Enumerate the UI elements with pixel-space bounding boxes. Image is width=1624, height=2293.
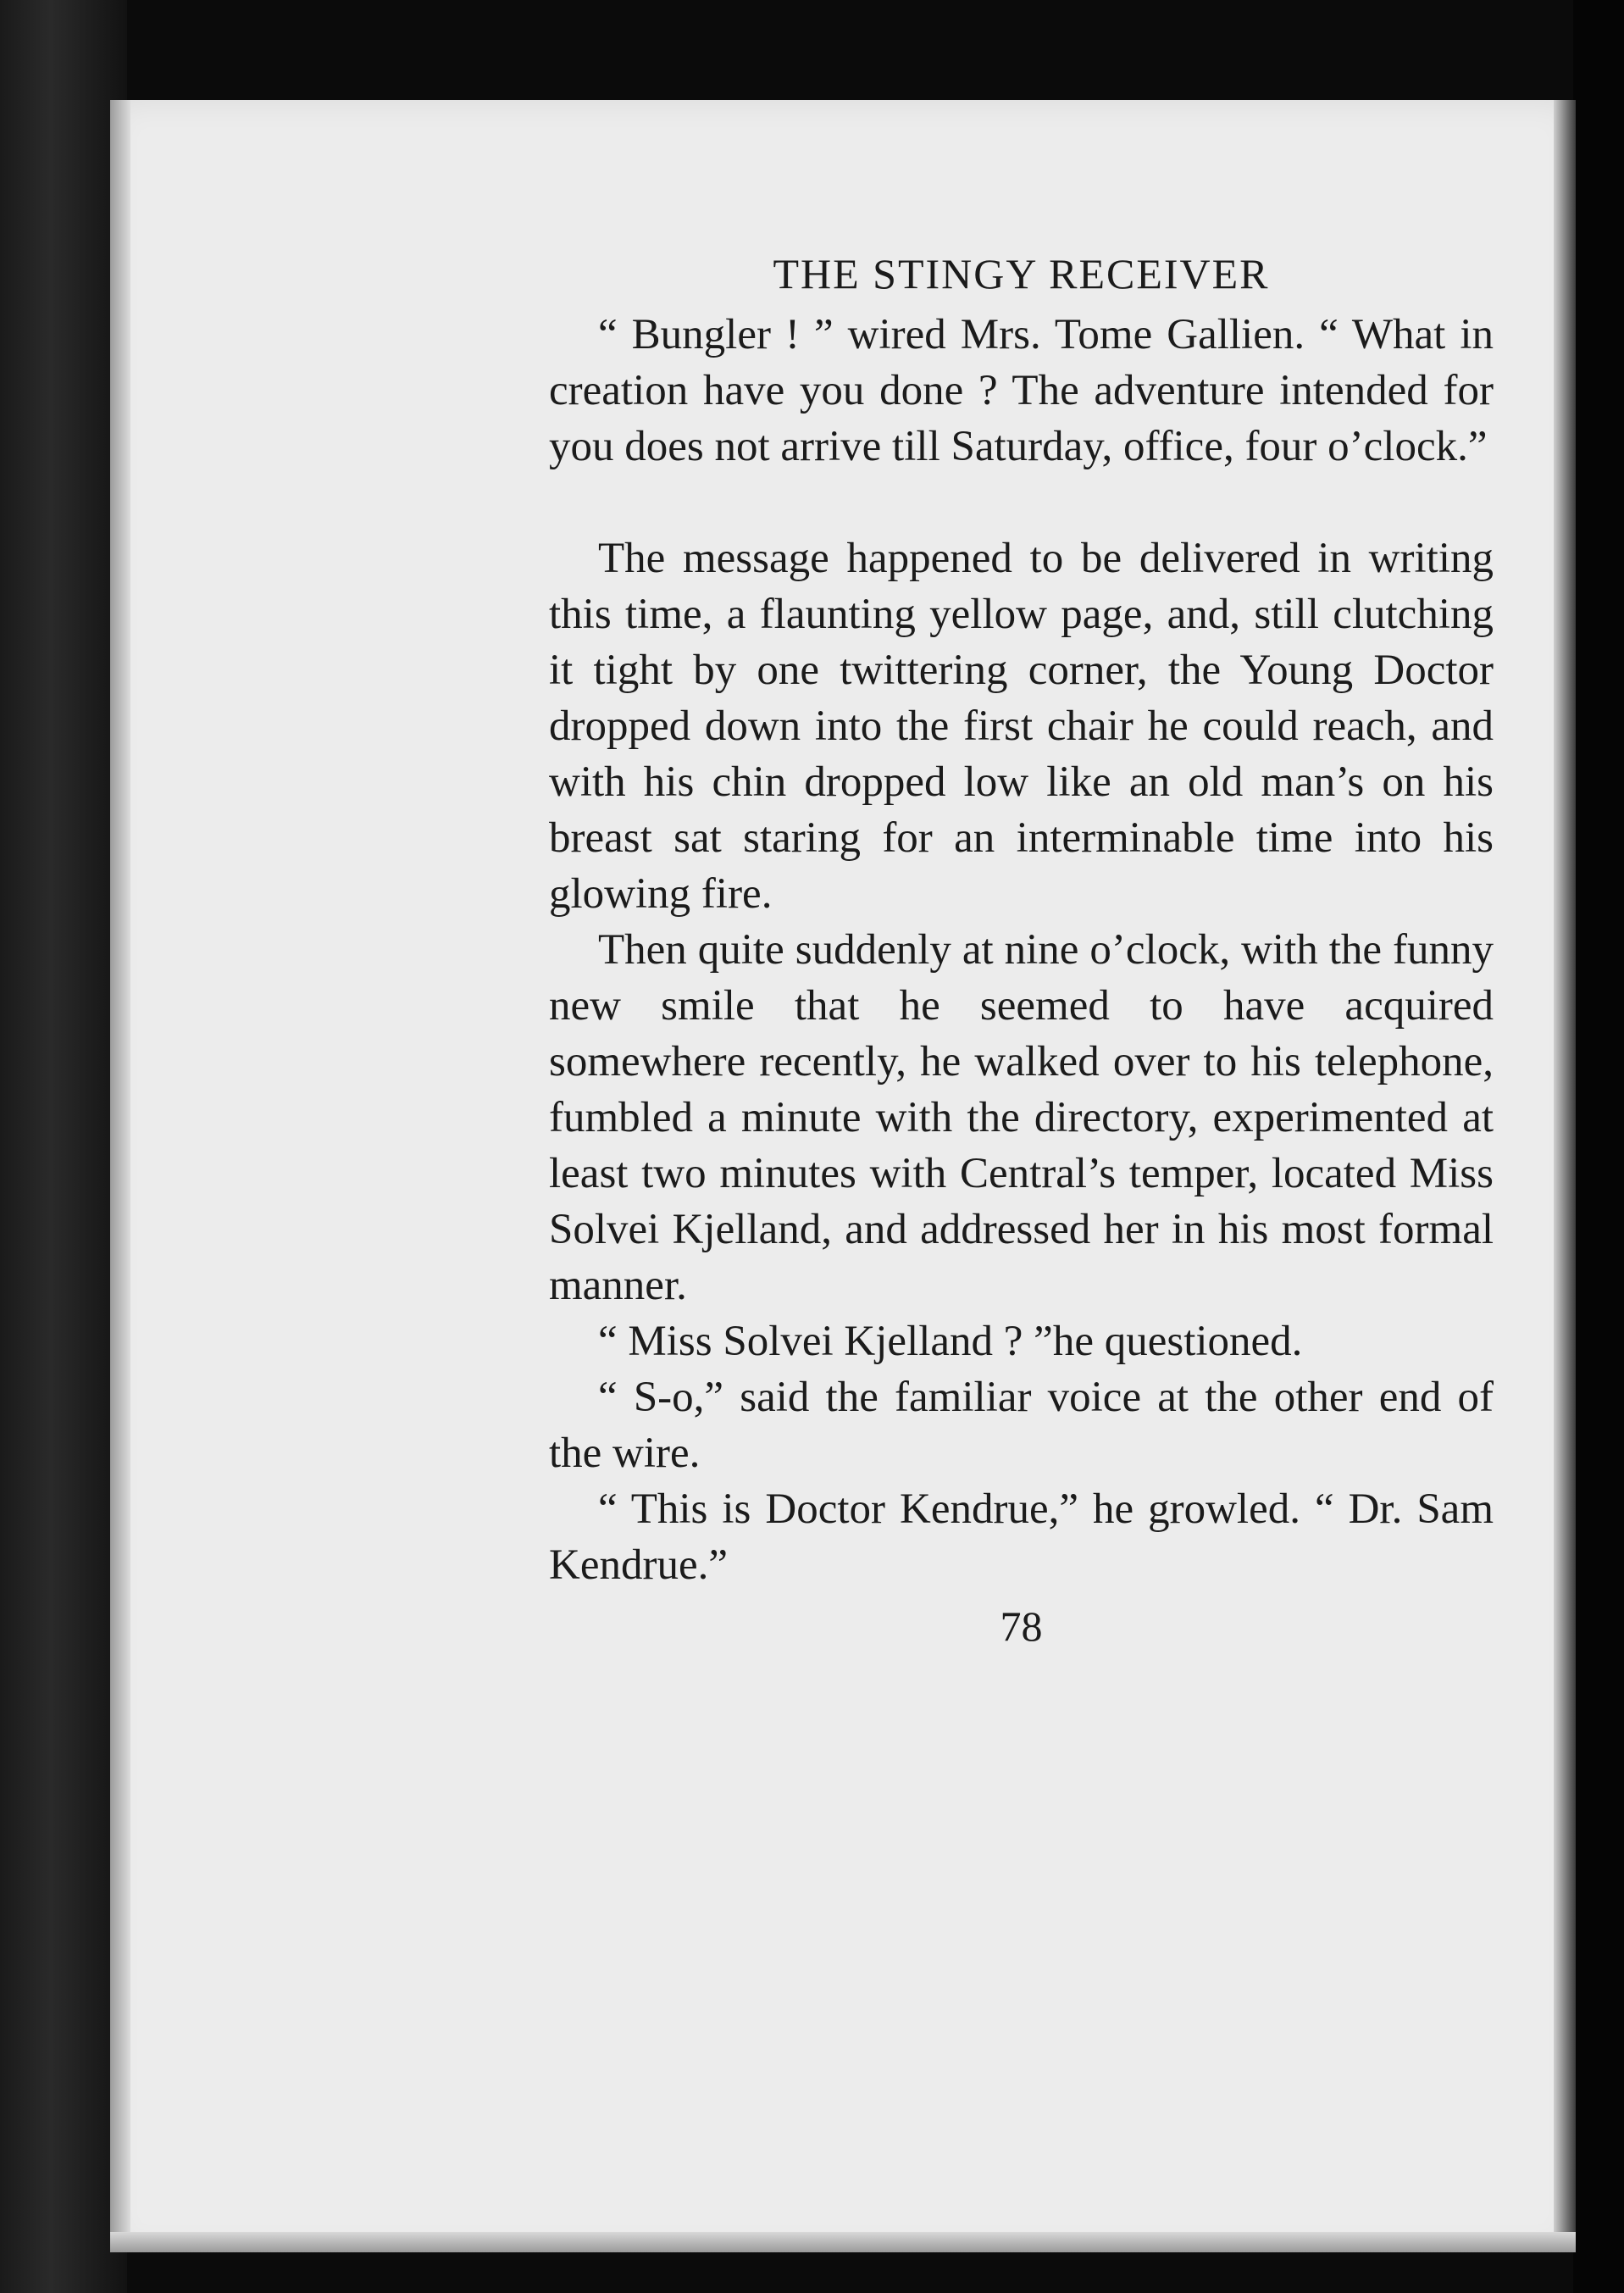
page-edge-left (110, 100, 130, 2252)
scan-background-right (1573, 0, 1624, 2293)
paragraph: “ This is Doctor Kendrue,” he growled. “ Dr. Sam Kendrue.” (549, 1485, 1494, 1589)
paragraph: “ Bungler ! ” wired Mrs. Tome Gallien. “ What in creation have you done ? The adventure intended for you does not arrive till Saturday, office, four o’clock.” (549, 311, 1494, 470)
paragraph: The message happened to be delivered in writing this time, a flaunting yellow page, and, still clutching it tight by one twittering corner, the Young Doctor dropped down into the first chair he could reach, and with his chin dropped low like an old man’s on his breast sat staring for an interminable time into his glowing fire. (549, 535, 1494, 918)
paragraph: “ S-o,” said the familiar voice at the other end of the wire. (549, 1374, 1494, 1477)
scan-background-left (0, 0, 127, 2293)
page-edge-right (1554, 100, 1576, 2252)
section-break (549, 475, 1494, 530)
page-edge-bottom (110, 2232, 1576, 2252)
paragraph: Then quite suddenly at nine o’clock, with the funny new smile that he seemed to have acquired somewhere recently, he walked over to his telephone, fumbled a minute with the directory, experimented at least two minutes with Central’s temper, located Miss Solvei Kjelland, and addressed her in his most formal manner. (549, 926, 1494, 1309)
running-head: THE STINGY RECEIVER (773, 250, 1270, 297)
paragraph: “ Miss Solvei Kjelland ? ”he questioned. (598, 1318, 1303, 1365)
text-block (549, 246, 1494, 1654)
page-number: 78 (1000, 1602, 1043, 1650)
